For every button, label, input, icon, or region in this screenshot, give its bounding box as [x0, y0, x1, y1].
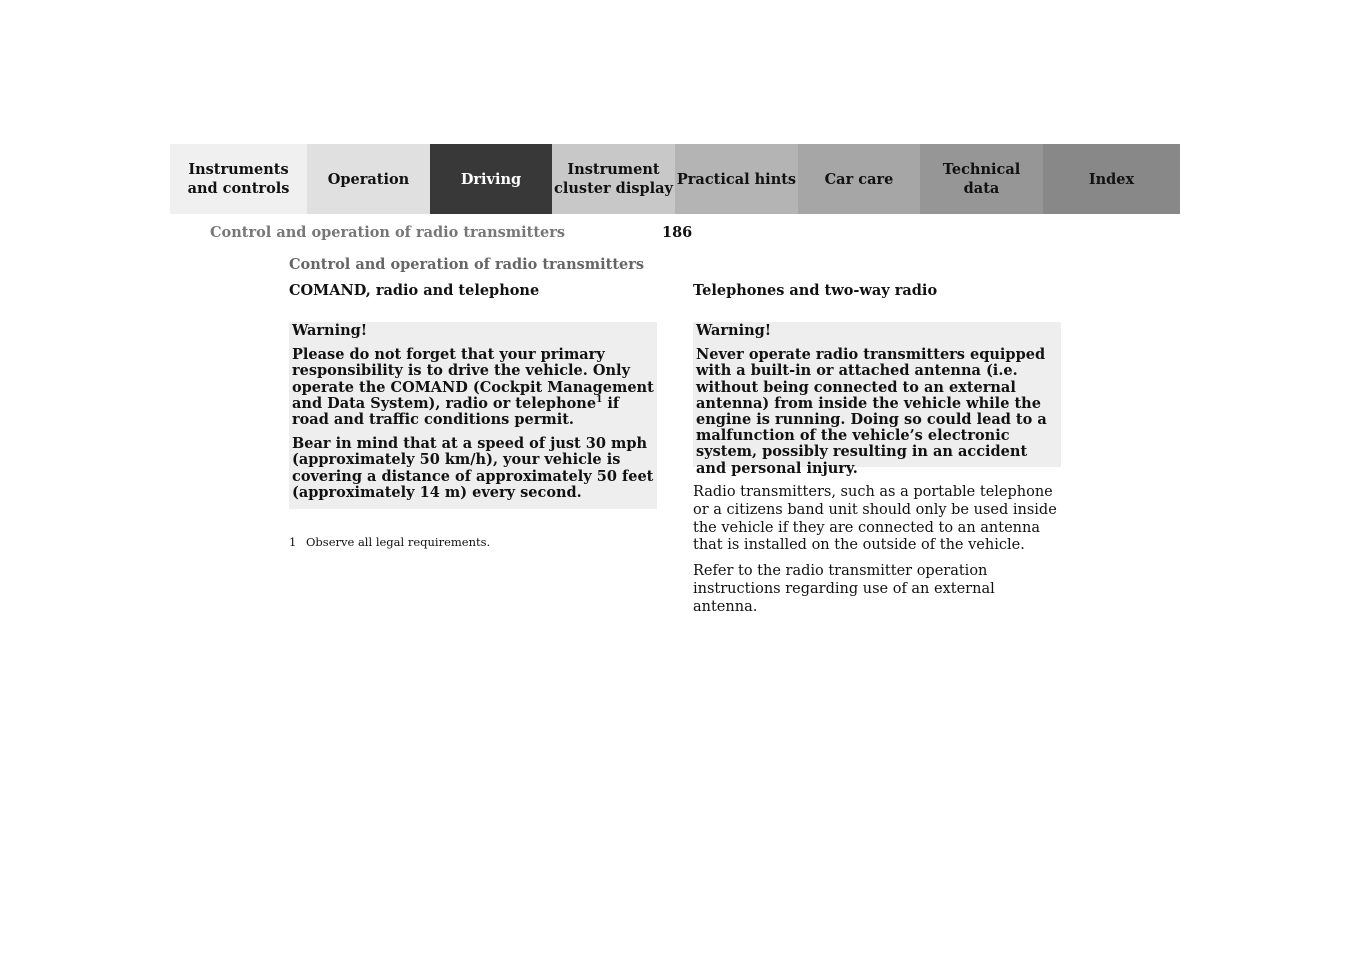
tab-technical-data[interactable]: Technical data — [920, 144, 1043, 214]
tab-operation[interactable]: Operation — [307, 144, 430, 214]
footnote — [289, 535, 490, 549]
tab-instruments-and-controls[interactable]: Instruments and controls — [170, 144, 307, 214]
section-tab-bar — [170, 144, 1180, 214]
warning-paragraph: Bear in mind that at a speed of just 30 mph (approximately 50 km/h), your vehicle is covering a distance of approximately 50 feet (approximately 14 m) every second. — [292, 435, 654, 501]
footnote-ref: 1 — [596, 394, 603, 405]
tab-driving[interactable]: Driving — [430, 144, 552, 214]
tab-practical-hints[interactable]: Practical hints — [675, 144, 798, 214]
warning-text-part: Please do not forget that your primary responsibility is to drive the vehicle. Only operate the COMAND (Cockpit Management and Data System), radio or telephone — [292, 346, 654, 412]
right-heading: Telephones and two-way radio — [693, 282, 938, 299]
footnote-number: 1 — [289, 535, 297, 549]
running-header-section: Control and operation of radio transmitters — [210, 224, 566, 241]
left-warning-box — [289, 322, 657, 509]
warning-title: Warning! — [292, 322, 368, 339]
left-heading: COMAND, radio and telephone — [289, 282, 540, 299]
warning-paragraph — [292, 347, 654, 428]
tab-index[interactable]: Index — [1043, 144, 1180, 214]
warning-text-part: if road and traffic conditions permit. — [292, 394, 620, 429]
warning-title: Warning! — [696, 322, 772, 339]
page-title: Control and operation of radio transmitters — [289, 256, 645, 273]
warning-paragraph: Never operate radio transmitters equipped with a built-in or attached antenna (i.e. without being connected to an external antenna) from inside the vehicle while the engine is running. Doing so could lead to a malfunction of the vehicle’s electronic system, possibly resulting in an accident and personal injury. — [696, 346, 1047, 477]
right-warning-box — [693, 322, 1061, 477]
body-paragraph: Refer to the radio transmitter operation instructions regarding use of an external antenna. — [693, 563, 995, 615]
page-number: 186 — [662, 224, 693, 241]
body-paragraph: Radio transmitters, such as a portable telephone or a citizens band unit should only be used inside the vehicle if they are connected to an antenna that is installed on the outside of the vehicle. — [693, 484, 1057, 554]
tab-car-care[interactable]: Car care — [798, 144, 920, 214]
footnote-text: Observe all legal requirements. — [306, 535, 491, 549]
tab-instrument-cluster-display[interactable]: Instrument cluster display — [552, 144, 675, 214]
